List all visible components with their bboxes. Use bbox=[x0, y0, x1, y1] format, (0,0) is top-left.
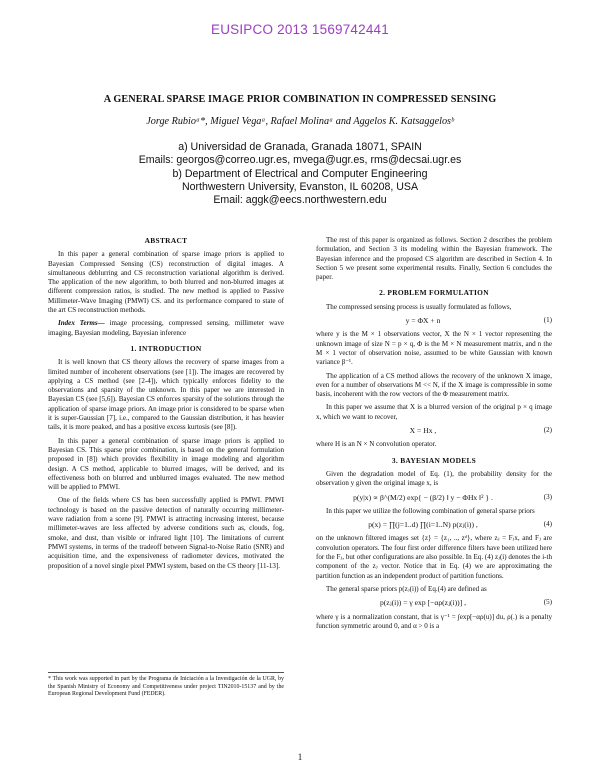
equation-3 bbox=[316, 493, 552, 502]
affiliation-email: Email: aggk@eecs.northwestern.edu bbox=[213, 194, 387, 207]
equation-number: (4) bbox=[543, 520, 552, 529]
equation-number: (2) bbox=[543, 426, 552, 435]
index-terms bbox=[48, 319, 284, 338]
body-paragraph: where H is an N × N convolution operator. bbox=[316, 440, 437, 449]
body-paragraph: The application of a CS method allows the recovery of the unknown X image, even for a number of observations M << N, if the X image is compressible in some basis, incoherent with the row vectors of the Φ measurement matrix. bbox=[316, 371, 552, 399]
body-paragraph: The general sparse priors p(zⱼ(i)) of Eq.(4) are defined as bbox=[326, 584, 487, 593]
affiliation-line: a) Universidad de Granada, Granada 18071, SPAIN bbox=[178, 141, 422, 153]
page-number: 1 bbox=[297, 752, 303, 762]
affiliations bbox=[0, 141, 600, 207]
body-paragraph: on the unknown filtered images set {z} = {z₁, .., zᵈ}, where zⱼ = Fⱼx, and Fⱼ are convolution operators. The four first order difference filters have been utilized here for the Fⱼ, but other configurations are also possible. In Eq. (4) zⱼ(i) denotes the i-th component of the zⱼ vector. Notice that in Eq. (4) we are approximating the partition function as an independent product of partition functions. bbox=[316, 534, 552, 580]
equation-number: (3) bbox=[543, 492, 552, 501]
body-paragraph: In this paper we utilize the following combination of general sparse priors bbox=[326, 506, 535, 515]
affiliation-emails: Emails: georgos@correo.ugr.es, mvega@ugr.es, rms@decsai.ugr.es bbox=[138, 154, 462, 167]
problem-formulation-heading: 2. PROBLEM FORMULATION bbox=[379, 288, 489, 298]
equation-2 bbox=[316, 426, 552, 435]
equation-body: y = ΦX + n bbox=[405, 316, 441, 326]
abstract-text: In this paper a general combination of sparse image priors is applied to Bayesian Compressed Sensing (CS) reconstruction of digital images. A simultaneous deblurring and CS reconstruction variational algorithm is derived. The application of the new algorithm, to both blurred and non-blurred images at different compression ratios, is studied. The new method is applied to Passive Millimeter-Wave Imaging (PMWI) CS. and its performance compared to state of the art CS reconstruction methods. bbox=[48, 250, 284, 315]
index-terms-label: Index Terms— bbox=[58, 319, 105, 328]
equation-4 bbox=[316, 520, 552, 529]
right-column bbox=[316, 236, 552, 635]
intro-paragraph: It is well known that CS theory allows the recovery of sparse images from a limited number of incoherent observations (see [1]). The images are recovered by applying a CS method (see [2-4]), which typically enforces fidelity to the observations and sparsity of the unknown. In this paper we are interested in Bayesian CS (see [5,6]). Bayesian CS enforces sparsity of the solutions through the application of sparse image priors. An image prior is considered to be sparse when it is super-Gaussian [7], i.e., compared to the Gaussian distribution, it has heavier tails, it is more peaked, and has a positive excess kurtosis (see [8]). bbox=[48, 358, 284, 432]
equation-body: p(x) = ∏(j=1..d) ∏(i=1..N) p(zⱼ(i)) , bbox=[368, 520, 478, 530]
index-terms-text: image processing, compressed sensing, millimeter wave imaging, Bayesian modeling, Bayesian inference bbox=[48, 319, 284, 337]
outline-paragraph: The rest of this paper is organized as follows. Section 2 describes the problem formulation, and Section 3 its modeling within the Bayesian framework. The Bayesian inference and the proposed CS algorithm are described in Section 4. In Section 5 we present some experimental results. Finally, Section 6 concludes the paper. bbox=[316, 236, 552, 282]
paper-title: A GENERAL SPARSE IMAGE PRIOR COMBINATION IN COMPRESSED SENSING bbox=[103, 94, 497, 105]
equation-body: p(y|x) ∝ β^(M/2) exp{ − (β/2) ‖ y − ΦHx ‖² } . bbox=[353, 492, 493, 502]
body-paragraph: Given the degradation model of Eq. (1), the probability density for the observation y given the original image x, is bbox=[316, 469, 552, 488]
affiliation-line: Northwestern University, Evanston, IL 60208, USA bbox=[181, 180, 419, 193]
body-paragraph: In this paper we assume that X is a blurred version of the original p × q image x, which we want to recover, bbox=[316, 403, 552, 421]
affiliation-line: b) Department of Electrical and Computer Engineering bbox=[172, 167, 428, 180]
intro-paragraph: In this paper a general combination of sparse image priors is applied to Bayesian CS. This sparse prior combination, is based on the general formulation proposed in [8]) which provides flexibility in image modeling and algorithm design. A CS method, applicable to blurred images, will be derived, and its effectiveness both on blurred and unblurred images evaluated. The new method will be applied to PMWI. bbox=[48, 436, 284, 492]
bayesian-models-heading: 3. BAYESIAN MODELS bbox=[391, 455, 477, 465]
intro-heading: 1. INTRODUCTION bbox=[130, 343, 202, 353]
abstract-heading: ABSTRACT bbox=[144, 236, 188, 245]
equation-number: (5) bbox=[543, 598, 552, 607]
conference-header: EUSIPCO 2013 1569742441 bbox=[211, 22, 389, 37]
intro-paragraph: One of the fields where CS has been successfully applied is PMWI. PMWI technology is based on the passive detection of naturally occurring millimeter-wave radiation from a scene [9]. PMWI is attracting increasing interest, because millimeter-waves are less affected by adverse conditions such as, clouds, fog, smoke, and dust, than visible or infrared light [10]. The limitations of current PMWI systems, in terms of the tradeoff between Signal-to-Noise Ratio (SNR) and acquisition time, and the expensiveness of radiometer devices, motivated the proposition of a novel single pixel PMWI system, based on the CS theory [11-13]. bbox=[48, 496, 284, 570]
author-list: Jorge Rubioᵃ*, Miguel Vegaᵃ, Rafael Molinaᵃ and Aggelos K. Katsaggelosᵇ bbox=[146, 116, 454, 127]
footnote: * This work was supported in part by the Programa de Iniciación a la Investigación de la UGR, by the Spanish Ministry of Economy and Competitiveness under project TIN2010-15137 and by the European Regional Development Fund (FEDER). bbox=[48, 672, 284, 699]
left-column bbox=[48, 236, 284, 575]
equation-5 bbox=[316, 598, 552, 607]
equation-body: X = Hx , bbox=[409, 426, 437, 436]
equation-number: (1) bbox=[543, 316, 552, 325]
equation-body: p(zⱼ(i)) = γ exp [−αρ(zⱼ(i))] , bbox=[379, 598, 467, 608]
body-paragraph: where y is the M × 1 observations vector, X the N × 1 vector representing the unknown image of size N = p × q, Φ is the M × N measurement matrix, and n the M × 1 vector of observation noise, assumed to be white Gaussian with known variance β⁻¹. bbox=[316, 330, 552, 367]
equation-1 bbox=[316, 316, 552, 325]
body-paragraph: where γ is a normalization constant, that is γ⁻¹ = ∫exp[−αρ(u)] du, ρ(.) is a penalty function symmetric around 0, and α > 0 is a bbox=[316, 612, 552, 630]
body-paragraph: The compressed sensing process is usually formulated as follows, bbox=[326, 302, 512, 311]
